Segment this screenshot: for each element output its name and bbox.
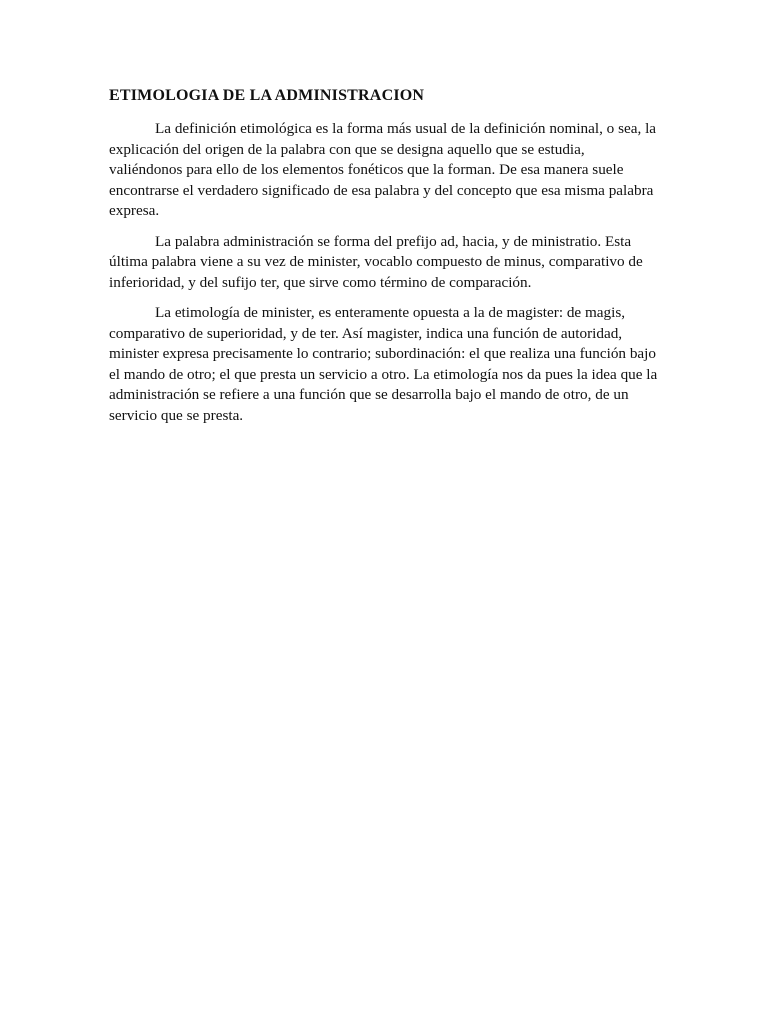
paragraph-3: La etimología de minister, es enteramente opuesta a la de magister: de magis, comparativo de superioridad, y de ter. Así magister, indica una función de autoridad, minister expresa precisamente lo contrario; subordinación: el que realiza una función bajo el mando de otro; el que presta un servicio a otro. La etimología nos da pues la idea que la administración se refiere a una función que se desarrolla bajo el mando de otro, de un servicio que se presta.: [109, 304, 658, 424]
document-page: [109, 84, 661, 436]
paragraph-2: La palabra administración se forma del prefijo ad, hacia, y de ministratio. Esta última palabra viene a su vez de minister, vocablo compuesto de minus, comparativo de inferioridad, y del sufijo ter, que sirve como término de comparación.: [109, 232, 643, 291]
document-title: ETIMOLOGIA DE LA ADMINISTRACION: [109, 87, 425, 104]
paragraph-1: La definición etimológica es la forma más usual de la definición nominal, o sea, la explicación del origen de la palabra con que se designa aquello que se estudia, valiéndonos para ello de los elementos fonéticos que la forman. De esa manera suele encontrarse el verdadero significado de esa palabra y del concepto que esa misma palabra expresa.: [109, 120, 657, 219]
